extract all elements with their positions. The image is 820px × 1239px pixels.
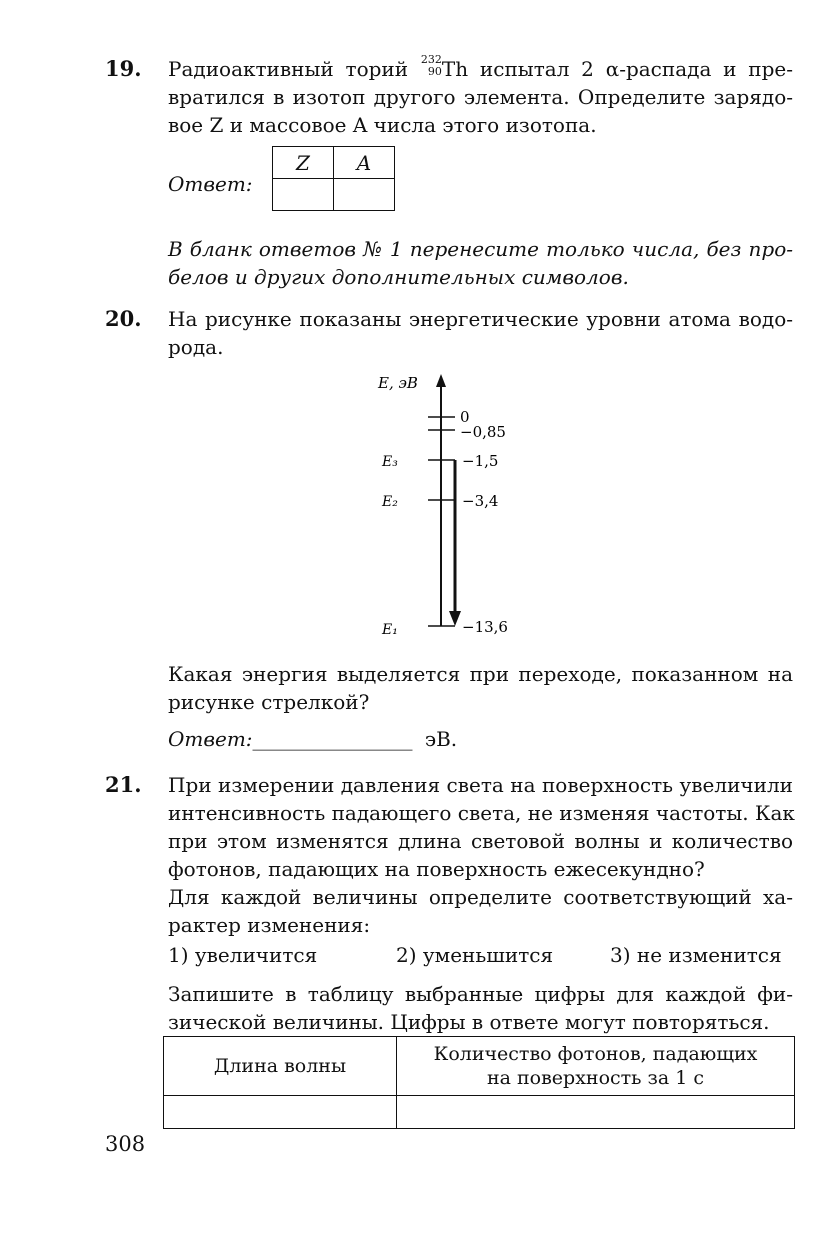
answer-column-a: A (334, 147, 395, 179)
transition-arrowhead-icon (449, 611, 461, 626)
option-no-change: 3) не изменится (610, 943, 782, 967)
column-photon-count (397, 1037, 795, 1096)
q19-instruction-line2: белов и других дополнительных символов. (168, 265, 629, 289)
level-e3-value: −1,5 (462, 452, 499, 470)
column-photon-count-line1: Количество фотонов, падающих (433, 1043, 758, 1065)
q21-p1-line3: при этом изменятся длина световой волны и количество (168, 829, 793, 853)
isotope-mass-number: 232 (420, 53, 442, 66)
q20-question-line1: Какая энергия выделяется при переходе, показанном на (168, 662, 793, 686)
q20-question (168, 660, 793, 716)
answer-column-z: Z (273, 147, 334, 179)
level-e1-name: E₁ (382, 622, 398, 638)
q21-answer-table (163, 1036, 795, 1129)
question-21-text (168, 771, 793, 883)
q21-p3-line1: Запишите в таблицу выбранные цифры для каждой фи- (168, 982, 793, 1006)
level-e2-value: −3,4 (462, 492, 499, 510)
axis-label: E, эВ (378, 374, 418, 392)
q19-line1-end: испытал 2 α-распада и пре- (479, 57, 794, 81)
q21-p3-line2: зической величины. Цифры в ответе могут повторяться. (168, 1010, 770, 1034)
option-decrease: 2) уменьшится (396, 943, 554, 967)
question-20-text (168, 305, 793, 361)
thorium-isotope-notation (420, 53, 442, 78)
q19-answer-table (272, 146, 395, 211)
isotope-charge-number: 90 (427, 65, 442, 78)
level-e1-value: −13,6 (462, 618, 508, 636)
column-photon-count-line2: на поверхность за 1 с (486, 1067, 705, 1089)
q21-paragraph-3 (168, 980, 793, 1036)
q20-answer-row (168, 727, 457, 751)
isotope-symbol: Th (441, 57, 469, 81)
level-e2-name: E₂ (382, 494, 398, 510)
question-21-number: 21. (105, 772, 142, 797)
q20-question-line2: рисунке стрелкой? (168, 690, 370, 714)
level-085-value: −0,85 (460, 423, 506, 441)
answer-cell-a[interactable] (334, 179, 395, 211)
q21-paragraph-2 (168, 883, 793, 939)
q20-answer-blank[interactable]: ________________ (252, 727, 413, 751)
level-e3-name: E₃ (382, 454, 398, 470)
q19-instruction (168, 235, 793, 291)
q20-answer-label: Ответ: (168, 727, 253, 751)
column-wavelength: Длина волны (164, 1037, 397, 1096)
question-19-text (168, 55, 793, 139)
q19-answer-label: Ответ: (168, 172, 253, 196)
level-0-value: 0 (460, 408, 470, 426)
axis-arrowhead-icon (436, 374, 446, 387)
q19-instruction-line1: В бланк ответов № 1 перенесите только числа, без про- (168, 237, 793, 261)
q20-line2: рода. (168, 335, 224, 359)
q21-p1-line4: фотонов, падающих на поверхность ежесекундно? (168, 857, 705, 881)
q20-answer-unit: эВ. (424, 727, 458, 751)
energy-level-diagram (360, 370, 560, 645)
q19-line1-start: Радиоактивный торий (168, 57, 409, 81)
q21-p2-line2: рактер изменения: (168, 913, 371, 937)
answer-cell-wavelength[interactable] (164, 1096, 397, 1129)
page-number: 308 (105, 1132, 146, 1156)
answer-cell-photon-count[interactable] (397, 1096, 795, 1129)
question-20-number: 20. (105, 306, 142, 331)
answer-cell-z[interactable] (273, 179, 334, 211)
q21-p1-line2: интенсивность падающего света, не изменяя частоты. Как (168, 801, 795, 825)
q19-line3: вое Z и массовое A числа этого изотопа. (168, 113, 597, 137)
question-19-number: 19. (105, 56, 142, 81)
q21-p1-line1: При измерении давления света на поверхность увеличили (168, 773, 793, 797)
q21-p2-line1: Для каждой величины определите соответствующий ха- (168, 885, 793, 909)
q19-line2: вратился в изотоп другого элемента. Определите зарядо- (168, 85, 793, 109)
q20-line1: На рисунке показаны энергетические уровни атома водо- (168, 307, 793, 331)
option-increase: 1) увеличится (168, 943, 318, 967)
